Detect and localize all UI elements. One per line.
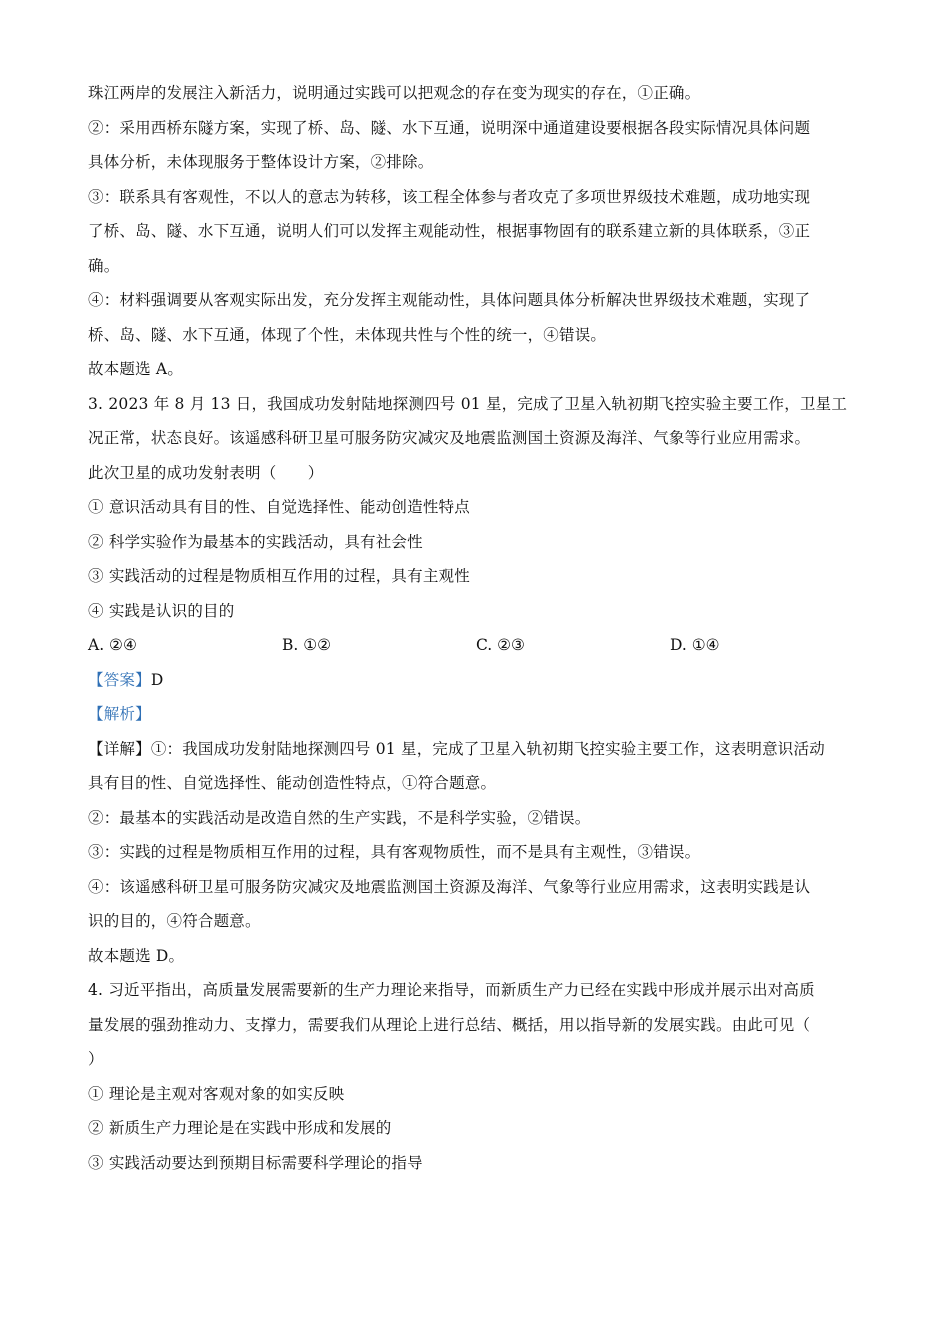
option-d: D. ①④ [670,636,720,654]
analysis-heading [88,697,868,732]
answer-conclusion: 故本题选 A。 [88,360,184,378]
question-stem: 量发展的强劲推动力、支撑力，需要我们从理论上进行总结、概括，用以指导新的发展实践。由此可见（ [88,1015,811,1034]
document-page [88,76,868,1180]
statement-item: ② 科学实验作为最基本的实践活动，具有社会性 [88,532,423,551]
detail-line: ③：实践的过程是物质相互作用的过程，具有客观物质性，而不是具有主观性，③错误。 [88,843,701,861]
analysis-line: ②：采用西桥东隧方案，实现了桥、岛、隧、水下互通，说明深中通道建设要根据各段实际情况具体问题 [88,118,811,137]
detail-line: 识的目的，④符合题意。 [88,912,261,930]
answer-value: D [150,670,164,689]
analysis-line: 确。 [88,256,120,275]
detail-line: 具有目的性、自觉选择性、能动创造性特点，①符合题意。 [88,774,497,792]
analysis-line: 珠江两岸的发展注入新活力，说明通过实践可以把观念的存在变为现实的存在，①正确。 [88,84,701,102]
statement-item: ① 意识活动具有目的性、自觉选择性、能动创造性特点 [88,498,470,516]
question-stem: ） [88,1050,104,1068]
statement-item: ③ 实践活动要达到预期目标需要科学理论的指导 [88,1153,423,1172]
analysis-line: ③：联系具有客观性，不以人的意志为转移，该工程全体参与者攻克了多项世界级技术难题，成功地实现 [88,187,811,206]
detail-tag: 【详解】 [88,739,151,758]
question-3 [88,387,868,974]
question-stem: 此次卫星的成功发射表明（ ） [88,463,324,482]
analysis-line: 了桥、岛、隧、水下互通，说明人们可以发挥主观能动性，根据事物固有的联系建立新的具体联系，③正 [88,222,811,240]
statement-item: ② 新质生产力理论是在实践中形成和发展的 [88,1119,392,1137]
answer-options [88,628,868,663]
question-stem: 3. 2023 年 8 月 13 日，我国成功发射陆地探测四号 01 星，完成了卫星入轨初期飞控实验主要工作，卫星工 [88,394,848,413]
answer-line [88,663,868,698]
option-b: B. ①② [282,636,332,654]
answer-conclusion: 故本题选 D。 [88,946,185,965]
statement-item: ③ 实践活动的过程是物质相互作用的过程，具有主观性 [88,567,470,585]
detail-line: ②：最基本的实践活动是改造自然的生产实践，不是科学实验，②错误。 [88,808,591,827]
question-stem: 况正常，状态良好。该遥感科研卫星可服务防灾减灾及地震监测国土资源及海洋、气象等行业应用需求。 [88,429,811,447]
analysis-line: 具体分析，未体现服务于整体设计方案，②排除。 [88,153,434,171]
prev-analysis [88,76,868,387]
option-c: C. ②③ [476,636,525,654]
question-stem: 4. 习近平指出，高质量发展需要新的生产力理论来指导，而新质生产力已经在实践中形成并展示出对高质 [88,981,815,999]
option-a: A. ②④ [88,636,137,654]
analysis-tag: 【解析】 [88,705,151,723]
answer-tag: 【答案】 [88,670,151,689]
detail-line: ④：该遥感科研卫星可服务防灾减灾及地震监测国土资源及海洋、气象等行业应用需求，这表明实践是认 [88,877,811,896]
analysis-line: 桥、岛、隧、水下互通，体现了个性，未体现共性与个性的统一，④错误。 [88,325,607,344]
question-4 [88,973,868,1180]
analysis-line: ④：材料强调要从客观实际出发，充分发挥主观能动性，具体问题具体分析解决世界级技术难题，实现了 [88,291,811,309]
detail-line [88,732,868,767]
statement-item: ① 理论是主观对客观对象的如实反映 [88,1084,345,1103]
detail-text: ①：我国成功发射陆地探测四号 01 星，完成了卫星入轨初期飞控实验主要工作，这表明意识活动 [150,739,825,758]
statement-item: ④ 实践是认识的目的 [88,601,235,620]
